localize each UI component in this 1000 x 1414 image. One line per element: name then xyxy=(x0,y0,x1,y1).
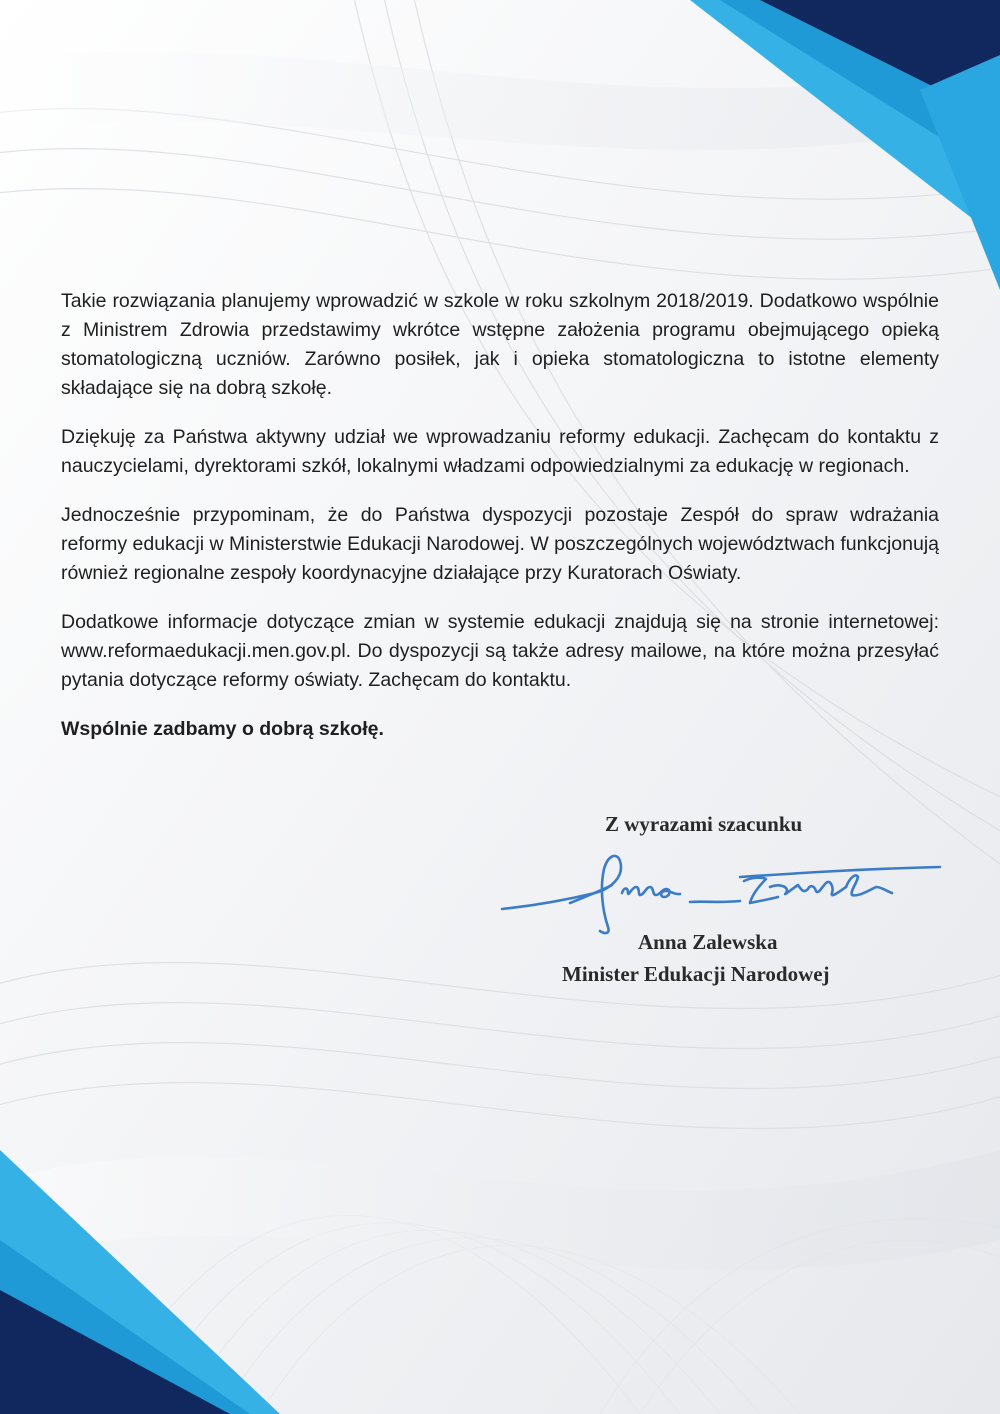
closing-statement: Wspólnie zadbamy o dobrą szkołę. xyxy=(61,718,384,740)
handwritten-signature-icon xyxy=(500,847,945,937)
paragraph-1: Takie rozwiązania planujemy wprowadzić w szkole w roku szkolnym 2018/2019. Dodatkowo wspólnie z Ministrem Zdrowia przedstawimy wkrótce wstępne założenia programu obejmującego opieką stomatologiczną uczniów. Zarówno posiłek, jak i opieka stomatologiczna to istotne elementy składające się na dobrą szkołę. xyxy=(61,290,939,399)
signer-name: Anna Zalewska xyxy=(638,930,778,954)
paragraph-4: Dodatkowe informacje dotyczące zmian w systemie edukacji znajdują się na stronie internetowej: www.reformaedukacji.men.gov.pl. Do dyspozycji są także adresy mailowe, na które można przesyłać pytania dotyczące reformy oświaty. Zachęcam do kontaktu. xyxy=(61,611,939,691)
paragraph-2: Dziękuję za Państwa aktywny udział we wprowadzaniu reformy edukacji. Zachęcam do kontaktu z nauczycielami, dyrektorami szkół, lokalnymi władzami odpowiedzialnymi za edukację w regionach. xyxy=(61,426,939,477)
signer-title: Minister Edukacji Narodowej xyxy=(562,962,830,986)
signature-block xyxy=(500,812,950,1002)
letter-body xyxy=(61,287,939,764)
regards-text: Z wyrazami szacunku xyxy=(605,812,803,836)
paragraph-3: Jednocześnie przypominam, że do Państwa dyspozycji pozostaje Zespół do spraw wdrażania reformy edukacji w Ministerstwie Edukacji Narodowej. W poszczególnych województwach funkcjonują również regionalne zespoły koordynacyjne działające przy Kuratorach Oświaty. xyxy=(61,504,939,584)
